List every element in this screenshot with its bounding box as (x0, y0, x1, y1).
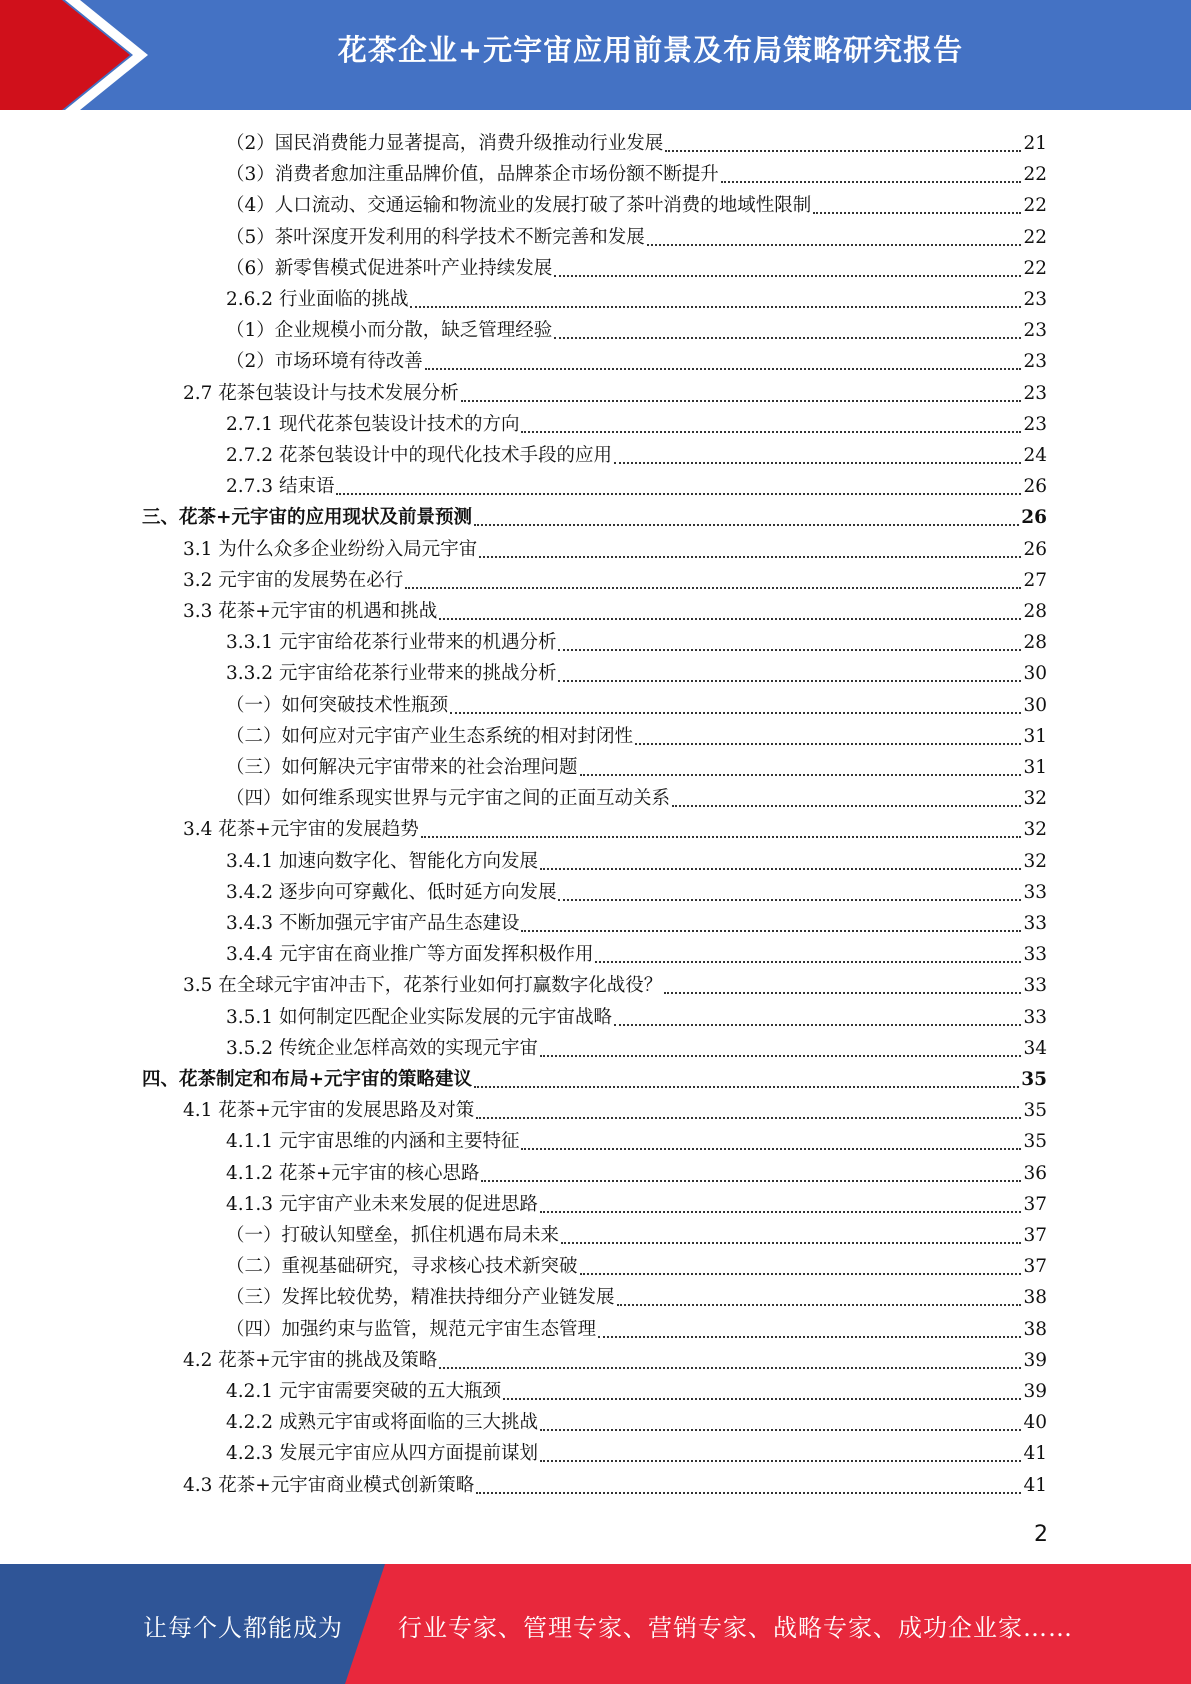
toc-dot-leader (558, 898, 1021, 901)
toc-entry-page: 26 (1023, 538, 1047, 560)
toc-dot-leader (614, 1023, 1021, 1026)
toc-entry[interactable] (226, 440, 1047, 471)
toc-dot-leader (558, 648, 1021, 651)
toc-entry[interactable] (183, 1095, 1047, 1126)
toc-entry-title: 3.2 元宇宙的发展势在必行 (183, 569, 404, 591)
toc-entry-page: 32 (1023, 819, 1047, 841)
toc-entry-page: 32 (1023, 850, 1047, 872)
toc-dot-leader (561, 1241, 1021, 1244)
toc-dot-leader (721, 180, 1022, 183)
toc-dot-leader (672, 804, 1021, 807)
toc-entry-title: 3.1 为什么众多企业纷纷入局元宇宙 (183, 538, 478, 560)
toc-dot-leader (503, 1397, 1021, 1400)
toc-entry-title: （3）消费者愈加注重品牌价值，品牌茶企市场份额不断提升 (226, 164, 719, 186)
toc-entry-page: 35 (1023, 1131, 1047, 1153)
toc-dot-leader (540, 1210, 1021, 1213)
toc-entry-page: 32 (1023, 788, 1047, 810)
toc-entry[interactable] (142, 1064, 1047, 1095)
toc-entry-page: 28 (1023, 601, 1047, 622)
toc-entry[interactable] (226, 1251, 1047, 1282)
toc-dot-leader (521, 929, 1021, 932)
toc-entry-page: 33 (1023, 944, 1047, 966)
toc-entry[interactable] (226, 284, 1047, 315)
toc-entry-page: 33 (1023, 881, 1047, 903)
toc-entry-title: 3.5 在全球元宇宙冲击下，花茶行业如何打赢数字化战役？ (183, 975, 663, 997)
toc-entry-page: 30 (1023, 663, 1047, 685)
toc-dot-leader (476, 1116, 1021, 1119)
toc-dot-leader (405, 586, 1021, 589)
toc-entry[interactable] (183, 1470, 1047, 1501)
toc-entry-page: 28 (1023, 632, 1047, 654)
toc-entry[interactable] (226, 471, 1047, 502)
toc-entry-title: （四）加强约束与监管，规范元宇宙生态管理 (226, 1318, 597, 1340)
toc-entry-page: 23 (1023, 351, 1047, 373)
toc-entry-page: 23 (1023, 289, 1047, 310)
toc-entry-title: 3.3.2 元宇宙给花茶行业带来的挑战分析 (226, 663, 557, 685)
toc-entry[interactable] (183, 970, 1047, 1001)
toc-entry-title: 4.3 花茶+元宇宙商业模式创新策略 (183, 1474, 475, 1496)
toc-entry-page: 21 (1023, 133, 1047, 154)
toc-entry-page: 22 (1023, 257, 1047, 279)
toc-entry[interactable] (142, 502, 1047, 533)
toc-dot-leader (476, 1491, 1021, 1494)
toc-entry[interactable] (226, 1282, 1047, 1313)
toc-entry-page: 39 (1023, 1381, 1047, 1402)
toc-dot-leader (521, 430, 1021, 433)
toc-entry-title: （三）发挥比较优势，精准扶持细分产业链发展 (226, 1287, 615, 1309)
toc-entry[interactable] (226, 658, 1047, 689)
toc-entry-title: （4）人口流动、交通运输和物流业的发展打破了茶叶消费的地域性限制 (226, 195, 812, 217)
report-title: 花茶企业+元宇宙应用前景及布局策略研究报告 (337, 33, 964, 67)
footer-slogan-left: 让每个人都能成为 (143, 1614, 343, 1642)
toc-entry[interactable] (226, 1407, 1047, 1438)
toc-entry-page: 22 (1023, 195, 1047, 217)
toc-entry[interactable] (226, 877, 1047, 908)
toc-entry-page: 22 (1023, 226, 1047, 248)
toc-entry-title: （四）如何维系现实世界与元宇宙之间的正面互动关系 (226, 788, 671, 810)
toc-dot-leader (425, 367, 1022, 370)
toc-entry[interactable] (226, 1033, 1047, 1064)
toc-entry[interactable] (183, 378, 1047, 409)
toc-dot-leader (580, 1272, 1022, 1275)
toc-entry-page: 41 (1023, 1474, 1047, 1496)
toc-dot-leader (647, 243, 1022, 246)
toc-dot-leader (580, 773, 1022, 776)
toc-entry-page: 26 (1021, 507, 1047, 529)
page-number: 2 (1034, 1522, 1048, 1547)
toc-dot-leader (439, 1366, 1021, 1369)
toc-entry-title: 4.2 花茶+元宇宙的挑战及策略 (183, 1349, 438, 1371)
toc-entry-page: 27 (1023, 569, 1047, 591)
toc-entry[interactable] (226, 1189, 1047, 1220)
toc-entry-title: 3.4 花茶+元宇宙的发展趋势 (183, 819, 419, 841)
toc-entry-page: 30 (1023, 694, 1047, 716)
toc-dot-leader (554, 336, 1021, 339)
toc-dot-leader (439, 617, 1021, 620)
toc-entry[interactable] (226, 128, 1047, 159)
toc-entry-page: 23 (1023, 320, 1047, 342)
toc-entry-page: 37 (1023, 1256, 1047, 1278)
toc-entry-page: 37 (1023, 1193, 1047, 1215)
toc-entry-title: （1）企业规模小而分散，缺乏管理经验 (226, 320, 553, 342)
toc-entry-title: 2.7 花茶包装设计与技术发展分析 (183, 382, 459, 404)
toc-dot-leader (665, 149, 1021, 152)
toc-entry[interactable] (226, 346, 1047, 377)
toc-entry[interactable] (183, 814, 1047, 845)
toc-entry-title: 三、花茶+元宇宙的应用现状及前景预测 (142, 507, 473, 529)
toc-dot-leader (461, 399, 1022, 402)
toc-dot-leader (617, 1303, 1022, 1306)
toc-dot-leader (558, 679, 1021, 682)
toc-dot-leader (479, 555, 1021, 558)
toc-entry-title: 2.7.3 结束语 (226, 476, 335, 498)
page-header (0, 0, 1191, 110)
toc-dot-leader (540, 1459, 1021, 1462)
toc-dot-leader (540, 867, 1021, 870)
toc-entry-title: （2）国民消费能力显著提高，消费升级推动行业发展 (226, 133, 664, 154)
toc-entry[interactable] (226, 159, 1047, 190)
toc-entry[interactable] (226, 1158, 1047, 1189)
toc-entry-title: 2.6.2 行业面临的挑战 (226, 289, 409, 310)
toc-entry-title: 4.1 花茶+元宇宙的发展思路及对策 (183, 1100, 475, 1122)
toc-entry-title: 2.7.2 花茶包装设计中的现代化技术手段的应用 (226, 445, 612, 466)
toc-entry[interactable] (226, 1126, 1047, 1157)
toc-entry[interactable] (226, 1438, 1047, 1469)
toc-entry-title: 3.5.1 如何制定匹配企业实际发展的元宇宙战略 (226, 1006, 612, 1028)
toc-entry[interactable] (183, 1345, 1047, 1376)
toc-entry-title: 四、花茶制定和布局+元宇宙的策略建议 (142, 1069, 473, 1090)
toc-dot-leader (813, 211, 1021, 214)
toc-entry[interactable] (226, 721, 1047, 752)
toc-entry-title: （二）如何应对元宇宙产业生态系统的相对封闭性 (226, 725, 634, 747)
toc-entry-page: 23 (1023, 382, 1047, 404)
toc-entry[interactable] (183, 534, 1047, 565)
toc-entry-title: 3.4.3 不断加强元宇宙产品生态建设 (226, 913, 520, 934)
toc-entry[interactable] (183, 565, 1047, 596)
toc-entry-title: 2.7.1 现代花茶包装设计技术的方向 (226, 413, 520, 435)
toc-entry-page: 39 (1023, 1349, 1047, 1371)
toc-dot-leader (540, 1428, 1021, 1431)
toc-entry-title: （5）茶叶深度开发利用的科学技术不断完善和发展 (226, 226, 645, 248)
toc-entry-page: 31 (1023, 757, 1047, 778)
toc-entry-page: 23 (1023, 413, 1047, 435)
toc-entry-page: 31 (1023, 725, 1047, 747)
toc-dot-leader (481, 1179, 1021, 1182)
toc-dot-leader (421, 835, 1022, 838)
toc-entry-page: 37 (1023, 1225, 1047, 1246)
toc-dot-leader (521, 1147, 1021, 1150)
toc-entry-title: （一）如何突破技术性瓶颈 (226, 694, 449, 716)
toc-entry[interactable] (226, 939, 1047, 970)
toc-entry[interactable] (226, 627, 1047, 658)
toc-entry[interactable] (226, 190, 1047, 221)
toc-entry-title: 3.5.2 传统企业怎样高效的实现元宇宙 (226, 1037, 538, 1059)
toc-entry-page: 40 (1023, 1412, 1047, 1434)
toc-dot-leader (336, 492, 1021, 495)
toc-dot-leader (598, 1335, 1021, 1338)
toc-entry[interactable] (226, 409, 1047, 440)
toc-entry-title: 3.3 花茶+元宇宙的机遇和挑战 (183, 601, 438, 622)
toc-dot-leader (474, 523, 1019, 526)
footer-slogan-right: 行业专家、管理专家、营销专家、战略专家、成功企业家…… (398, 1614, 1073, 1642)
toc-entry[interactable] (226, 752, 1047, 783)
toc-entry[interactable] (226, 783, 1047, 814)
toc-entry-page: 33 (1023, 975, 1047, 997)
toc-entry[interactable] (226, 253, 1047, 284)
toc-entry[interactable] (226, 1220, 1047, 1251)
toc-entry-title: 4.2.2 成熟元宇宙或将面临的三大挑战 (226, 1412, 538, 1434)
toc-entry[interactable] (226, 1376, 1047, 1407)
toc-entry-title: （三）如何解决元宇宙带来的社会治理问题 (226, 757, 578, 778)
toc-entry-title: 3.4.1 加速向数字化、智能化方向发展 (226, 850, 538, 872)
toc-entry[interactable] (226, 1002, 1047, 1033)
toc-entry-title: 3.4.2 逐步向可穿戴化、低时延方向发展 (226, 881, 557, 903)
toc-entry-page: 35 (1021, 1069, 1047, 1090)
toc-dot-leader (614, 461, 1021, 464)
toc-entry-title: 3.4.4 元宇宙在商业推广等方面发挥积极作用 (226, 944, 594, 966)
toc-entry-title: 4.2.3 发展元宇宙应从四方面提前谋划 (226, 1443, 538, 1465)
toc-entry[interactable] (226, 1314, 1047, 1345)
toc-entry-page: 38 (1023, 1287, 1047, 1309)
toc-dot-leader (635, 742, 1021, 745)
toc-entry[interactable] (226, 908, 1047, 939)
toc-entry-title: 4.1.2 花茶+元宇宙的核心思路 (226, 1162, 480, 1184)
toc-dot-leader (540, 1054, 1021, 1057)
toc-entry[interactable] (226, 315, 1047, 346)
toc-entry-page: 38 (1023, 1318, 1047, 1340)
toc-entry[interactable] (226, 846, 1047, 877)
toc-dot-leader (450, 711, 1021, 714)
toc-entry-page: 36 (1023, 1162, 1047, 1184)
toc-dot-leader (595, 960, 1021, 963)
toc-entry-title: （6）新零售模式促进茶叶产业持续发展 (226, 257, 553, 279)
toc-dot-leader (410, 305, 1021, 308)
page-footer (0, 1564, 1191, 1684)
toc-entry-title: （二）重视基础研究，寻求核心技术新突破 (226, 1256, 578, 1278)
toc-dot-leader (474, 1085, 1019, 1088)
toc-entry-page: 33 (1023, 913, 1047, 934)
toc-entry-title: 4.2.1 元宇宙需要突破的五大瓶颈 (226, 1381, 501, 1402)
toc-entry[interactable] (183, 596, 1047, 627)
toc-entry-page: 33 (1023, 1006, 1047, 1028)
toc-dot-leader (554, 274, 1021, 277)
toc-entry-page: 24 (1023, 445, 1047, 466)
toc-entry-page: 34 (1023, 1037, 1047, 1059)
toc-entry-title: 4.1.3 元宇宙产业未来发展的促进思路 (226, 1193, 538, 1215)
toc-entry[interactable] (226, 690, 1047, 721)
toc-entry-page: 35 (1023, 1100, 1047, 1122)
toc-entry-title: （一）打破认知壁垒，抓住机遇布局未来 (226, 1225, 560, 1246)
toc-entry-title: 4.1.1 元宇宙思维的内涵和主要特征 (226, 1131, 520, 1153)
toc-entry-page: 26 (1023, 476, 1047, 498)
toc-dot-leader (664, 991, 1021, 994)
toc-entry-page: 41 (1023, 1443, 1047, 1465)
toc-entry-page: 22 (1023, 164, 1047, 186)
toc-entry-title: 3.3.1 元宇宙给花茶行业带来的机遇分析 (226, 632, 557, 654)
toc-entry[interactable] (226, 222, 1047, 253)
toc-entry-title: （2）市场环境有待改善 (226, 351, 423, 373)
